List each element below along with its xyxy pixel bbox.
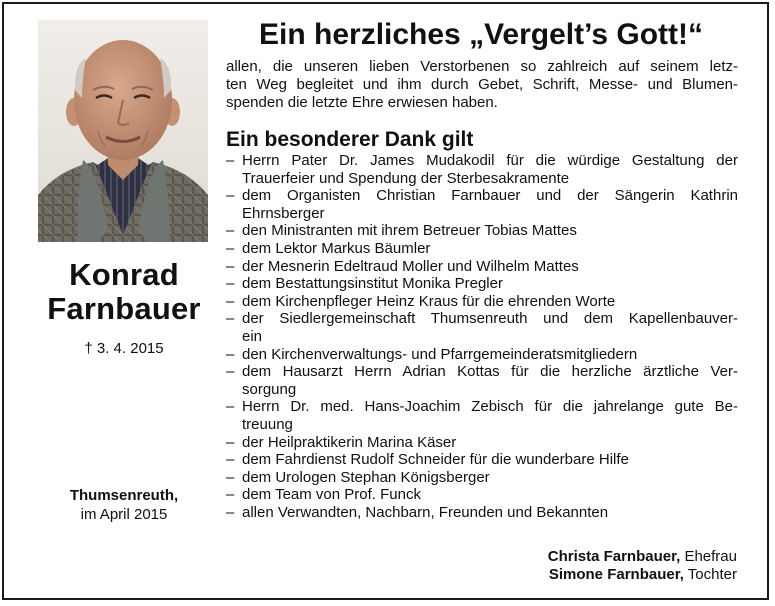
notice-heading: Ein herzliches „Vergelt’s Gott!“ <box>259 18 703 51</box>
signature-line <box>548 566 737 584</box>
thanks-item <box>226 486 738 504</box>
signature-name: Christa Farnbauer, <box>547 548 681 565</box>
dash-bullet: – <box>226 468 235 486</box>
portrait-illustration <box>38 20 208 242</box>
intro-paragraph <box>226 58 738 112</box>
thanks-item <box>226 152 738 187</box>
thanks-item-continuation: sorgung <box>242 380 297 398</box>
thanks-item <box>226 275 738 293</box>
thanks-item-text: dem Organisten Christian Farnbauer und der Sängerin Kathrin <box>242 187 738 205</box>
thanks-item-continuation: Ehrnsberger <box>242 204 325 222</box>
intro-line: allen, die unseren lieben Verstorbenen so zahlreich auf seinem letz- <box>226 58 738 75</box>
dash-bullet: – <box>226 486 235 504</box>
thanks-item-text: Herrn Dr. med. Hans-Joachim Zebisch für die jahrelange gute Be- <box>242 398 738 416</box>
thanks-item <box>226 451 738 469</box>
deceased-first-name: Konrad <box>69 257 179 292</box>
thanks-item <box>226 469 738 487</box>
thanks-item <box>226 293 738 311</box>
dash-bullet: – <box>226 152 235 169</box>
thanks-item <box>226 363 738 398</box>
intro-line: spenden die letzte Ehre erwiesen haben. <box>226 94 498 111</box>
thanks-item-text: dem Urologen Stephan Königsberger <box>242 468 490 486</box>
dash-bullet: – <box>226 433 235 451</box>
thanks-item-text: dem Lektor Markus Bäumler <box>242 239 431 257</box>
thanks-item-text: dem Team von Prof. Funck <box>242 486 421 504</box>
thanks-item-text: dem Bestattungsinstitut Monika Pregler <box>242 275 503 293</box>
dash-bullet: – <box>226 292 235 310</box>
thanks-item-text: dem Fahrdienst Rudolf Schneider für die wunderbare Hilfe <box>242 451 629 469</box>
thanks-item-text: dem Hausarzt Herrn Adrian Kottas für die herzliche ärztliche Ver- <box>242 363 738 381</box>
dash-bullet: – <box>226 398 235 416</box>
thanks-item-text: den Kirchenverwaltungs- und Pfarrgemeinderatsmitgliedern <box>242 345 638 363</box>
thanks-item-text: der Heilpraktikerin Marina Käser <box>242 433 457 451</box>
signature-line <box>548 548 737 566</box>
thanks-item <box>226 310 738 345</box>
thanks-item-text: allen Verwandten, Nachbarn, Freunden und Bekannten <box>242 503 609 521</box>
thanks-list <box>226 152 738 521</box>
signature-relation: Tochter <box>687 566 737 583</box>
deceased-last-name: Farnbauer <box>47 291 201 326</box>
thanks-item <box>226 240 738 258</box>
death-date: † 3. 4. 2015 <box>84 340 164 357</box>
thanks-item <box>226 222 738 240</box>
month-year: im April 2015 <box>80 506 168 523</box>
dash-bullet: – <box>226 222 235 240</box>
dash-bullet: – <box>226 275 235 293</box>
dash-bullet: – <box>226 187 235 205</box>
thanks-heading: Ein besonderer Dank gilt <box>226 128 474 151</box>
dash-bullet: – <box>226 257 235 275</box>
thanks-item <box>226 434 738 452</box>
thanks-item-text: den Ministranten mit ihrem Betreuer Tobias Mattes <box>242 222 577 240</box>
thanks-item-continuation: Trauerfeier und Spendung der Sterbesakramente <box>242 169 570 187</box>
dash-bullet: – <box>226 345 235 363</box>
dash-bullet: – <box>226 310 235 328</box>
dash-bullet: – <box>226 363 235 381</box>
thanks-item <box>226 258 738 276</box>
deceased-name <box>20 258 228 326</box>
signatures <box>548 548 737 584</box>
place-and-date <box>20 486 228 524</box>
thanks-item-text: dem Kirchenpfleger Heinz Kraus für die ehrenden Worte <box>242 292 616 310</box>
portrait-photo <box>38 20 208 242</box>
thanks-item-continuation: ein <box>242 327 263 345</box>
thanks-item <box>226 187 738 222</box>
dash-bullet: – <box>226 503 235 521</box>
dash-bullet: – <box>226 451 235 469</box>
thanks-item-text: der Mesnerin Edeltraud Moller und Wilhelm Mattes <box>242 257 579 275</box>
intro-line: ten Weg begleitet und ihm durch Gebet, Schrift, Messe- und Blumen- <box>226 76 738 93</box>
place-name: Thumsenreuth, <box>69 487 179 504</box>
thanks-item-text: der Siedlergemeinschaft Thumsenreuth und dem Kapellenbauver- <box>242 310 738 328</box>
thanks-item <box>226 504 738 522</box>
signature-relation: Ehefrau <box>684 548 737 565</box>
dash-bullet: – <box>226 239 235 257</box>
thanks-item-text: Herrn Pater Dr. James Mudakodil für die würdige Gestaltung der <box>242 152 738 169</box>
thanks-item-continuation: treuung <box>242 415 293 433</box>
signature-name: Simone Farnbauer, <box>548 566 684 583</box>
thanks-item <box>226 346 738 364</box>
thanks-item <box>226 398 738 433</box>
